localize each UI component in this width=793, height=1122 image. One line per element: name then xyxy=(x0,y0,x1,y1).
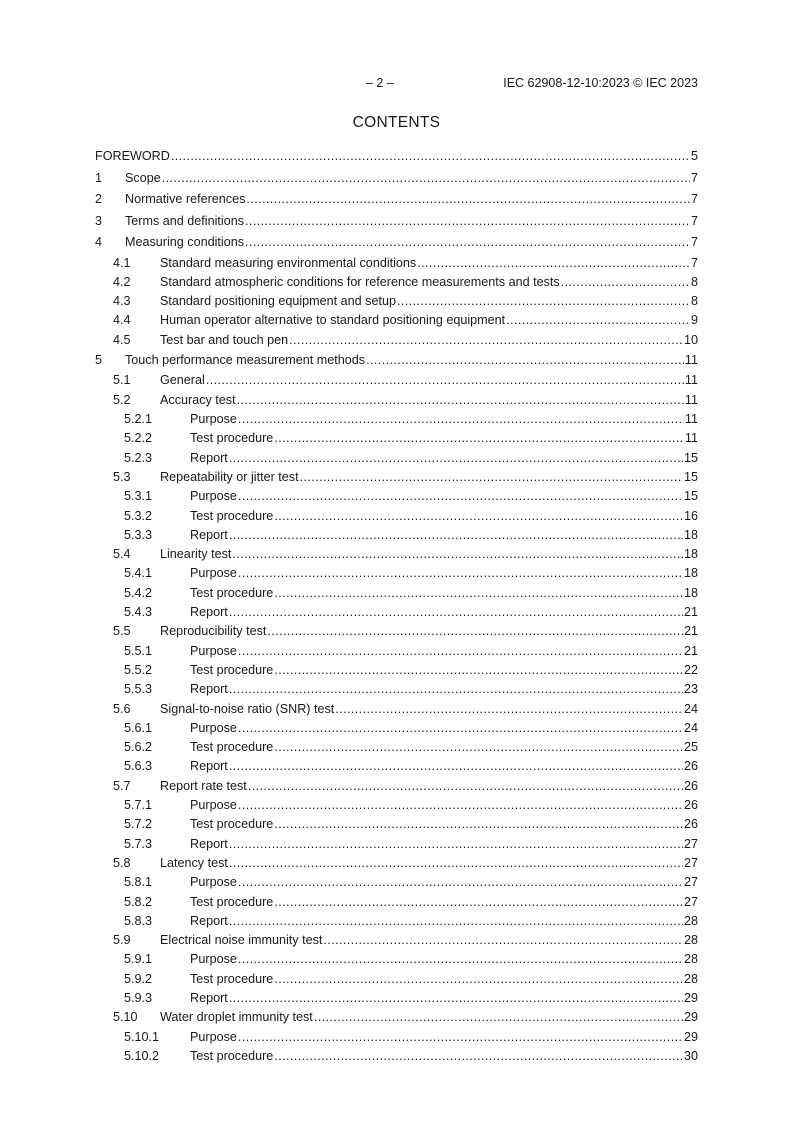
toc-entry-label: Report xyxy=(190,605,228,620)
toc-entry-page: 27 xyxy=(683,894,698,909)
toc-entry-page: 29 xyxy=(683,1029,698,1044)
toc-entry-number: 5.9.3 xyxy=(124,990,153,1005)
toc-entry-number: 5.8.2 xyxy=(124,894,153,909)
toc-entry[interactable] xyxy=(95,507,698,526)
toc-entry[interactable] xyxy=(95,468,698,487)
toc-dot-leader xyxy=(238,873,683,892)
toc-entry-number: 5.3.2 xyxy=(124,508,153,523)
toc-dot-leader xyxy=(229,526,683,545)
toc-entry[interactable] xyxy=(95,989,698,1008)
toc-entry-page: 5 xyxy=(690,149,698,163)
toc-entry-page: 7 xyxy=(690,255,698,270)
toc-entry-label: Linearity test xyxy=(160,547,232,562)
toc-entry-label: Standard positioning equipment and setup xyxy=(160,294,396,309)
toc-entry-label: Report xyxy=(190,450,228,465)
toc-dot-leader xyxy=(229,680,683,699)
toc-entry-page: 26 xyxy=(683,778,698,793)
toc-entry[interactable] xyxy=(95,950,698,969)
toc-entry[interactable] xyxy=(95,700,698,719)
toc-entry-label: Standard measuring environmental conditions xyxy=(160,255,417,270)
toc-entry-label: Report xyxy=(190,836,228,851)
toc-dot-leader xyxy=(229,603,683,622)
toc-entry-page: 28 xyxy=(683,913,698,928)
toc-entry-number: 4 xyxy=(95,235,103,249)
toc-entry-page: 26 xyxy=(683,798,698,813)
toc-dot-leader xyxy=(300,468,683,487)
toc-entry-label: Purpose xyxy=(190,720,237,735)
toc-dot-leader xyxy=(274,970,683,989)
toc-entry[interactable] xyxy=(95,350,698,372)
toc-dot-leader xyxy=(246,189,690,211)
toc-entry-number: 5.5 xyxy=(113,624,131,639)
toc-dot-leader xyxy=(335,700,683,719)
toc-entry-number: 5.5.1 xyxy=(124,643,153,658)
toc-entry[interactable] xyxy=(95,1008,698,1027)
toc-entry-label: Purpose xyxy=(190,412,237,427)
toc-entry-page: 11 xyxy=(684,373,698,388)
toc-entry[interactable] xyxy=(95,719,698,738)
toc-entry-number: 5.9.2 xyxy=(124,971,153,986)
toc-entry-number: 5.9 xyxy=(113,933,131,948)
toc-entry[interactable] xyxy=(95,449,698,468)
toc-entry[interactable] xyxy=(95,622,698,641)
document-id: IEC 62908-12-10:2023 © IEC 2023 xyxy=(503,76,698,90)
toc-entry[interactable] xyxy=(95,815,698,834)
toc-entry-page: 26 xyxy=(683,759,698,774)
toc-entry[interactable] xyxy=(95,545,698,564)
toc-entry[interactable] xyxy=(95,526,698,545)
toc-entry-label: Latency test xyxy=(160,855,228,870)
toc-entry-number: 1 xyxy=(95,170,103,185)
toc-dot-leader xyxy=(289,331,683,350)
toc-entry-number: 5.4 xyxy=(113,547,131,562)
toc-dot-leader xyxy=(267,622,683,641)
toc-entry-page: 21 xyxy=(683,605,698,620)
toc-dot-leader xyxy=(238,642,683,661)
toc-entry-page: 18 xyxy=(683,527,698,542)
toc-dot-leader xyxy=(229,835,683,854)
toc-dot-leader xyxy=(274,507,683,526)
toc-entry-page: 21 xyxy=(683,624,698,639)
toc-entry-number: 5.3.3 xyxy=(124,527,153,542)
toc-entry-number: 5.4.3 xyxy=(124,605,153,620)
toc-entry-label: Test procedure xyxy=(190,817,274,832)
toc-dot-leader xyxy=(232,545,683,564)
toc-entry-number: 3 xyxy=(95,213,103,228)
toc-entry[interactable] xyxy=(95,391,698,410)
toc-entry-page: 29 xyxy=(683,1010,698,1025)
toc-dot-leader xyxy=(274,661,683,680)
toc-entry-label: Touch performance measurement methods xyxy=(125,352,366,367)
toc-entry-number: 5.10.1 xyxy=(124,1029,160,1044)
toc-entry-page: 21 xyxy=(683,643,698,658)
page-number: – 2 – xyxy=(366,76,394,90)
toc-entry-label: Test procedure xyxy=(190,508,274,523)
toc-entry-number: 5.9.1 xyxy=(124,952,153,967)
toc-entry[interactable] xyxy=(95,273,698,292)
toc-dot-leader xyxy=(323,931,683,950)
toc-entry[interactable] xyxy=(95,564,698,583)
toc-entry[interactable] xyxy=(95,757,698,776)
toc-entry[interactable] xyxy=(95,331,698,350)
toc-entry-label: Repeatability or jitter test xyxy=(160,469,299,484)
toc-entry-number: 5.7.3 xyxy=(124,836,153,851)
toc-entry-number: 5.8.3 xyxy=(124,913,153,928)
toc-entry-label: Purpose xyxy=(190,489,237,504)
toc-entry-number: 4.3 xyxy=(113,294,131,309)
toc-dot-leader xyxy=(229,989,683,1008)
toc-entry-label: Purpose xyxy=(190,952,237,967)
toc-entry-label: Report rate test xyxy=(160,778,247,793)
toc-entry[interactable] xyxy=(95,211,698,233)
toc-entry[interactable] xyxy=(95,1028,698,1047)
toc-dot-leader xyxy=(229,449,683,468)
toc-entry-label: Report xyxy=(190,527,228,542)
toc-dot-leader xyxy=(238,719,683,738)
toc-entry[interactable] xyxy=(95,487,698,506)
toc-entry-number: 5.6.2 xyxy=(124,740,153,755)
toc-entry-number: 5.8 xyxy=(113,855,131,870)
toc-dot-leader xyxy=(238,564,683,583)
toc-dot-leader xyxy=(229,757,683,776)
toc-entry[interactable] xyxy=(95,232,698,254)
toc-entry-page: 8 xyxy=(690,294,698,309)
toc-entry-page: 16 xyxy=(683,508,698,523)
toc-entry-page: 25 xyxy=(683,740,698,755)
toc-entry-label: Human operator alternative to standard positioning equipment xyxy=(160,313,506,328)
toc-entry-page: 10 xyxy=(683,332,698,347)
toc-entry-label: Purpose xyxy=(190,643,237,658)
toc-entry-page: 11 xyxy=(684,392,698,407)
toc-entry-page: 28 xyxy=(683,933,698,948)
toc-dot-leader xyxy=(238,796,683,815)
toc-entry[interactable] xyxy=(95,912,698,931)
toc-entry-number: 5.3 xyxy=(113,469,131,484)
toc-entry-number: 5.4.1 xyxy=(124,566,153,581)
toc-dot-leader xyxy=(238,410,684,429)
toc-dot-leader xyxy=(274,893,683,912)
toc-entry-page: 15 xyxy=(683,450,698,465)
toc-entry-label: Standard atmospheric conditions for reference measurements and tests xyxy=(160,274,560,289)
toc-dot-leader xyxy=(274,1047,683,1066)
toc-dot-leader xyxy=(366,350,684,372)
toc-entry-label: Test procedure xyxy=(190,662,274,677)
toc-entry[interactable] xyxy=(95,661,698,680)
toc-entry-page: 15 xyxy=(683,469,698,484)
toc-dot-leader xyxy=(274,815,683,834)
toc-entry-page: 28 xyxy=(683,952,698,967)
toc-entry-label: Purpose xyxy=(190,1029,237,1044)
toc-dot-leader xyxy=(206,371,684,390)
toc-entry-label: Purpose xyxy=(190,566,237,581)
toc-entry-page: 7 xyxy=(690,192,698,206)
toc-entry-number: 5.2.2 xyxy=(124,431,153,446)
toc-entry-label: Test bar and touch pen xyxy=(160,332,289,347)
toc-entry-number: 5.7.1 xyxy=(124,798,153,813)
toc-entry-number: 5.6 xyxy=(113,701,131,716)
toc-entry[interactable] xyxy=(95,642,698,661)
toc-dot-leader xyxy=(397,292,690,311)
toc-entry-label: General xyxy=(160,373,205,388)
toc-entry-label: Test procedure xyxy=(190,971,274,986)
toc-entry[interactable] xyxy=(95,371,698,390)
toc-entry-label: FOREWORD xyxy=(95,149,170,163)
toc-entry-number: 5.5.2 xyxy=(124,662,153,677)
toc-entry-label: Scope xyxy=(125,170,161,185)
toc-dot-leader xyxy=(245,211,690,233)
toc-entry-number: 5.2.3 xyxy=(124,450,153,465)
page-header xyxy=(0,76,793,92)
toc-entry-page: 24 xyxy=(683,720,698,735)
toc-entry-number: 4.5 xyxy=(113,332,131,347)
toc-entry[interactable] xyxy=(95,893,698,912)
toc-entry[interactable] xyxy=(95,738,698,757)
toc-entry-number: 5.6.3 xyxy=(124,759,153,774)
toc-entry-page: 15 xyxy=(683,489,698,504)
toc-entry-label: Terms and definitions xyxy=(125,213,245,228)
toc-dot-leader xyxy=(237,391,684,410)
toc-entry[interactable] xyxy=(95,146,698,168)
toc-entry[interactable] xyxy=(95,931,698,950)
page-title: CONTENTS xyxy=(352,114,441,131)
toc-dot-leader xyxy=(238,1028,683,1047)
toc-entry-label: Test procedure xyxy=(190,585,274,600)
toc-entry[interactable] xyxy=(95,254,698,273)
toc-entry-page: 27 xyxy=(683,875,698,890)
toc-entry-number: 5 xyxy=(95,352,103,367)
toc-entry-number: 5.5.3 xyxy=(124,682,153,697)
toc-dot-leader xyxy=(274,738,683,757)
toc-entry-label: Report xyxy=(190,682,228,697)
toc-entry[interactable] xyxy=(95,970,698,989)
toc-entry-label: Report xyxy=(190,990,228,1005)
toc-entry-page: 11 xyxy=(684,352,698,367)
toc-entry-page: 8 xyxy=(690,274,698,289)
toc-entry-page: 28 xyxy=(683,971,698,986)
toc-entry-page: 9 xyxy=(690,313,698,328)
toc-entry-label: Purpose xyxy=(190,798,237,813)
toc-entry-label: Accuracy test xyxy=(160,392,236,407)
toc-dot-leader xyxy=(417,254,690,273)
toc-entry[interactable] xyxy=(95,311,698,330)
toc-entry-label: Water droplet immunity test xyxy=(160,1010,313,1025)
toc-dot-leader xyxy=(561,273,690,292)
toc-entry-page: 27 xyxy=(683,855,698,870)
toc-entry[interactable] xyxy=(95,189,698,211)
toc-entry-number: 5.2 xyxy=(113,392,131,407)
toc-entry-number: 4.1 xyxy=(113,255,131,270)
toc-entry-number: 4.4 xyxy=(113,313,131,328)
toc-entry[interactable] xyxy=(95,584,698,603)
toc-entry-label: Reproducibility test xyxy=(160,624,267,639)
toc-entry-number: 4.2 xyxy=(113,274,131,289)
toc-entry-page: 29 xyxy=(683,990,698,1005)
toc-entry[interactable] xyxy=(95,1047,698,1066)
toc-dot-leader xyxy=(238,950,683,969)
toc-dot-leader xyxy=(274,429,684,448)
toc-entry-page: 26 xyxy=(683,817,698,832)
toc-entry-number: 5.7 xyxy=(113,778,131,793)
toc-entry-number: 5.7.2 xyxy=(124,817,153,832)
toc-entry-page: 24 xyxy=(683,701,698,716)
toc-entry-page: 23 xyxy=(683,682,698,697)
toc-entry-page: 18 xyxy=(683,585,698,600)
toc-entry-page: 7 xyxy=(690,170,698,185)
toc-entry[interactable] xyxy=(95,680,698,699)
toc-entry[interactable] xyxy=(95,429,698,448)
toc-entry[interactable] xyxy=(95,796,698,815)
toc-entry[interactable] xyxy=(95,835,698,854)
toc-entry-number: 5.3.1 xyxy=(124,489,153,504)
toc-entry-number: 2 xyxy=(95,192,103,206)
toc-dot-leader xyxy=(229,912,683,931)
toc-entry-label: Measuring conditions xyxy=(125,235,245,249)
toc-dot-leader xyxy=(229,854,683,873)
toc-entry-number: 5.10.2 xyxy=(124,1048,160,1063)
toc-entry-label: Electrical noise immunity test xyxy=(160,933,323,948)
toc-entry[interactable] xyxy=(95,292,698,311)
toc-dot-leader xyxy=(171,146,690,168)
toc-dot-leader xyxy=(274,584,683,603)
toc-dot-leader xyxy=(245,232,690,254)
toc-dot-leader xyxy=(238,487,683,506)
toc-entry-page: 18 xyxy=(683,566,698,581)
toc-entry-page: 7 xyxy=(690,235,698,249)
toc-entry[interactable] xyxy=(95,854,698,873)
toc-entry-label: Signal-to-noise ratio (SNR) test xyxy=(160,701,335,716)
toc-dot-leader xyxy=(248,777,683,796)
toc-entry-label: Test procedure xyxy=(190,1048,274,1063)
toc-entry-page: 18 xyxy=(683,547,698,562)
toc-entry[interactable] xyxy=(95,777,698,796)
toc-entry-page: 11 xyxy=(684,412,698,427)
toc-entry-label: Purpose xyxy=(190,875,237,890)
toc-entry[interactable] xyxy=(95,168,698,190)
toc-entry-page: 27 xyxy=(683,836,698,851)
toc-entry-page: 30 xyxy=(683,1048,698,1063)
toc-entry-number: 5.10 xyxy=(113,1010,138,1025)
toc-entry-number: 5.2.1 xyxy=(124,412,153,427)
toc-entry-label: Test procedure xyxy=(190,431,274,446)
toc-entry-label: Report xyxy=(190,913,228,928)
toc-dot-leader xyxy=(314,1008,683,1027)
toc-entry[interactable] xyxy=(95,410,698,429)
toc-entry[interactable] xyxy=(95,603,698,622)
toc-entry-label: Test procedure xyxy=(190,740,274,755)
toc-entry-number: 5.1 xyxy=(113,373,131,388)
toc-entry[interactable] xyxy=(95,873,698,892)
toc-entry-page: 22 xyxy=(683,662,698,677)
toc-entry-page: 7 xyxy=(690,213,698,228)
table-of-contents xyxy=(95,146,698,1066)
toc-entry-label: Report xyxy=(190,759,228,774)
toc-entry-label: Normative references xyxy=(125,192,246,206)
toc-entry-label: Test procedure xyxy=(190,894,274,909)
toc-entry-number: 5.6.1 xyxy=(124,720,153,735)
toc-dot-leader xyxy=(506,311,690,330)
toc-entry-number: 5.4.2 xyxy=(124,585,153,600)
toc-entry-page: 11 xyxy=(684,431,698,446)
toc-entry-number: 5.8.1 xyxy=(124,875,153,890)
toc-dot-leader xyxy=(162,168,690,190)
